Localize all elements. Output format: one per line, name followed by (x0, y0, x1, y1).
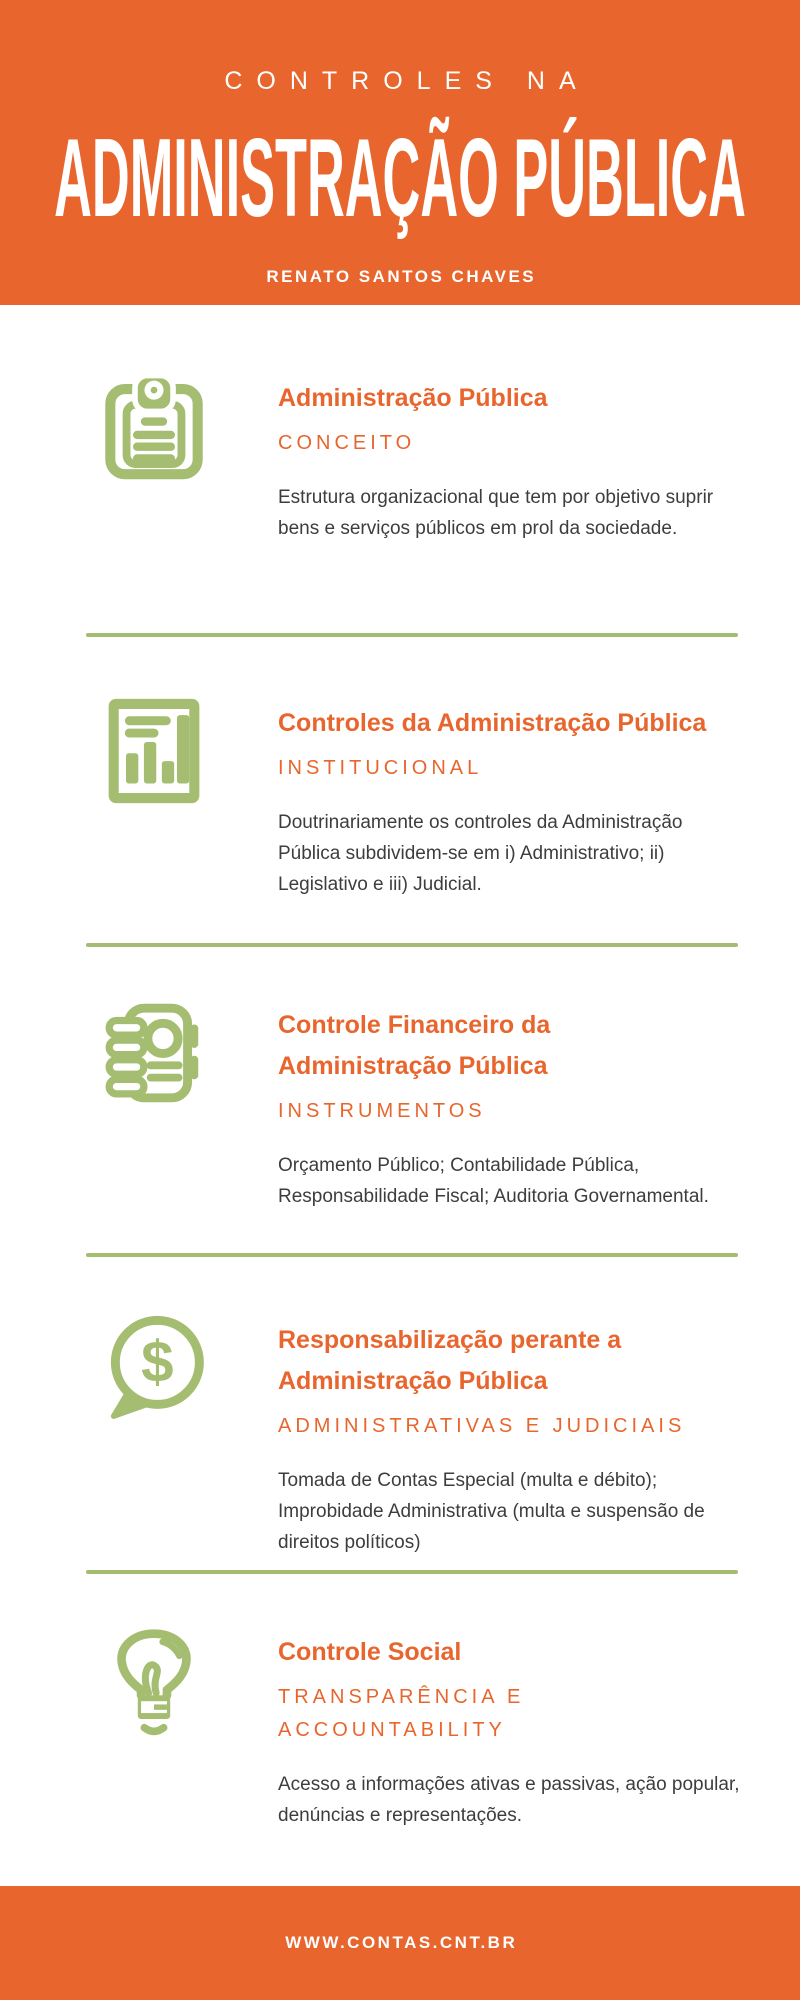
section-subtitle: INSTITUCIONAL (278, 757, 483, 779)
section-icon-box (96, 997, 212, 1253)
section-title: Administração Pública (278, 384, 548, 412)
section-text (278, 997, 800, 1253)
section-text (278, 1312, 800, 1570)
section-body: Acesso a informações ativas e passivas, ação popular, denúncias e representações. (278, 1774, 740, 1826)
header-author: RENATO SANTOS CHAVES (266, 267, 537, 286)
section-icon-box (96, 370, 212, 633)
section-title: Controles da Administração Pública (278, 709, 707, 737)
lightbulb-icon (100, 1624, 208, 1746)
section-subtitle: CONCEITO (278, 432, 416, 454)
section-body: Tomada de Contas Especial (multa e débito); Improbidade Administrativa (multa e suspensão de direitos políticos) (278, 1470, 705, 1553)
section-body: Doutrinariamente os controles da Administração Pública subdividem-se em i) Administrativo; ii) Legislativo e iii) Judicial. (278, 812, 683, 895)
section-text (278, 370, 800, 633)
section-controle-social (0, 1574, 800, 1886)
section-title: Controle Social (278, 1638, 462, 1666)
dollar-glyph: $ (141, 1329, 174, 1395)
section-icon-box (96, 695, 212, 943)
section-text (278, 1624, 800, 1886)
spiral-notebook-icon (98, 997, 210, 1109)
section-icon-box (96, 1624, 212, 1886)
header-banner (0, 0, 800, 305)
section-responsabilizacao (0, 1257, 800, 1570)
section-controles-da-administracao (0, 637, 800, 943)
bar-chart-icon (98, 695, 210, 807)
section-subtitle: INSTRUMENTOS (278, 1100, 486, 1122)
section-title: Responsabilização perante a Administração Pública (278, 1326, 622, 1395)
section-icon-box (96, 1312, 212, 1570)
page-title: ADMINISTRAÇÃO PÚBLICA (54, 116, 746, 241)
section-body: Estrutura organizacional que tem por objetivo suprir bens e serviços públicos em prol da sociedade. (278, 487, 714, 539)
section-body: Orçamento Público; Contabilidade Pública, Responsabilidade Fiscal; Auditoria Governamental. (278, 1155, 709, 1207)
section-title: Controle Financeiro da Administração Pública (278, 1011, 551, 1080)
section-subtitle: TRANSPARÊNCIA E ACCOUNTABILITY (278, 1686, 525, 1741)
section-controle-financeiro (0, 947, 800, 1253)
dollar-speech-bubble-icon (96, 1312, 212, 1424)
sections-area (0, 305, 800, 1886)
section-administracao-publica (0, 305, 800, 633)
website-url: WWW.CONTAS.CNT.BR (285, 1933, 518, 1952)
footer-banner (0, 1886, 800, 2000)
section-subtitle: ADMINISTRATIVAS E JUDICIAIS (278, 1415, 686, 1437)
section-text (278, 695, 800, 943)
header-eyebrow: CONTROLES NA (224, 67, 590, 95)
clipboard-icon (98, 370, 210, 482)
